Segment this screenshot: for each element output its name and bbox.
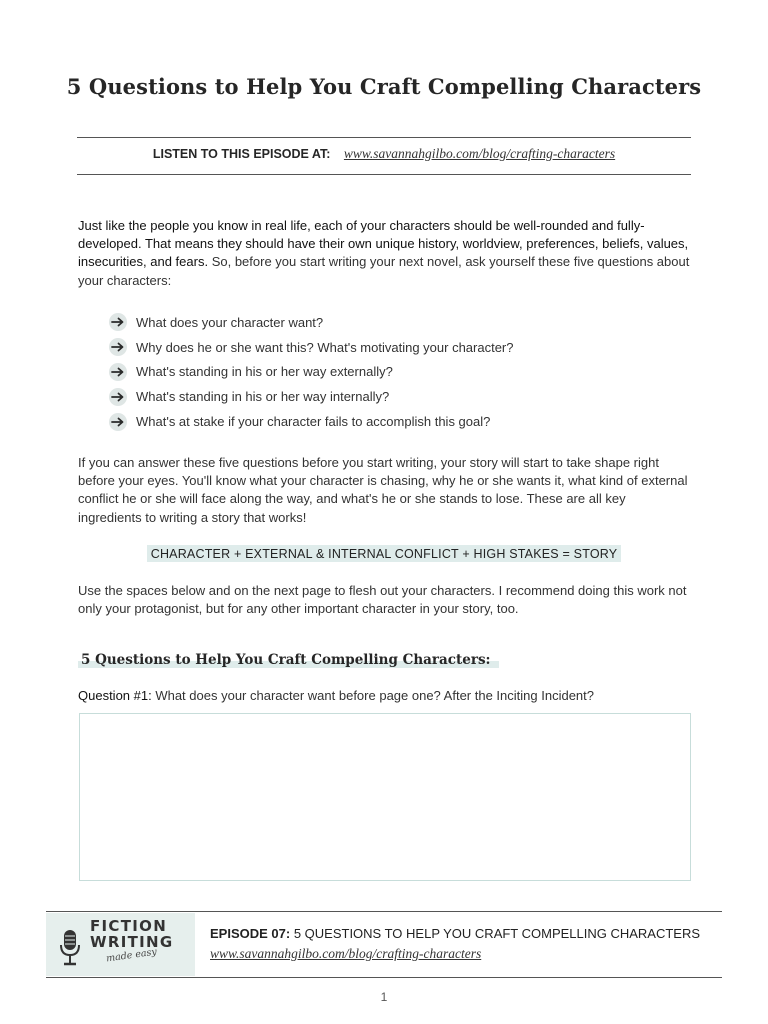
answer-box-question-1[interactable] bbox=[79, 713, 691, 881]
question-text: Why does he or she want this? What's motivating your character? bbox=[136, 339, 514, 355]
question-list bbox=[108, 310, 708, 434]
question-text: What's standing in his or her way internally? bbox=[136, 389, 390, 405]
episode-label: EPISODE 07: bbox=[210, 926, 291, 941]
listen-label: LISTEN TO THIS EPISODE AT: bbox=[152, 147, 331, 161]
arrow-right-circle-icon bbox=[108, 312, 128, 332]
logo-line-1: FICTION bbox=[90, 917, 168, 935]
question-text: What's standing in his or her way externally? bbox=[136, 364, 393, 380]
question-text: What's at stake if your character fails to accomplish this goal? bbox=[136, 414, 491, 430]
section-heading-text: 5 Questions to Help You Craft Compelling Characters: bbox=[78, 652, 499, 668]
list-item bbox=[108, 310, 708, 335]
formula-row bbox=[0, 545, 768, 563]
list-item bbox=[108, 335, 708, 360]
episode-link[interactable]: www.savannahgilbo.com/blog/crafting-characters bbox=[343, 146, 616, 161]
podcast-logo bbox=[46, 913, 195, 976]
intro-paragraph bbox=[78, 217, 690, 290]
question-1 bbox=[78, 688, 594, 703]
footer-bottom-divider bbox=[46, 977, 722, 978]
footer-top-divider bbox=[46, 911, 722, 912]
footer-episode-link[interactable]: www.savannahgilbo.com/blog/crafting-characters bbox=[210, 946, 482, 961]
header-bottom-divider bbox=[77, 174, 691, 175]
arrow-right-circle-icon bbox=[108, 412, 128, 432]
list-item bbox=[108, 360, 708, 385]
episode-title: 5 QUESTIONS TO HELP YOU CRAFT COMPELLING CHARACTERS bbox=[290, 926, 701, 941]
list-item bbox=[108, 384, 708, 409]
list-item bbox=[108, 409, 708, 434]
intro-rest: So, before you start writing your next novel, ask yourself these five questions about your characters: bbox=[78, 254, 690, 288]
listen-row bbox=[77, 146, 691, 162]
microphone-icon bbox=[60, 929, 80, 967]
page-title: 5 Questions to Help You Craft Compelling Characters bbox=[66, 74, 702, 99]
body-paragraph: If you can answer these five questions before you start writing, your story will start to take shape right before your eyes. You'll know what your character is chasing, why he or she wants it, what kind of external conflict he or she will face along the way, and what's he or she stands to lose. These are all key ingredients to writing a story that works! bbox=[78, 455, 688, 525]
story-formula: CHARACTER + EXTERNAL & INTERNAL CONFLICT + HIGH STAKES = STORY bbox=[147, 545, 622, 562]
footer-episode bbox=[210, 926, 700, 941]
logo-script: made easy bbox=[105, 946, 158, 965]
question-text: What does your character want? bbox=[136, 314, 324, 330]
header-top-divider bbox=[77, 137, 691, 138]
question-1-label: Question #1: bbox=[78, 688, 152, 703]
section-heading bbox=[78, 652, 499, 668]
footer-link-row bbox=[210, 945, 481, 963]
intro-emphasis: Just like the people you know in real life, each of your characters should be well-rounded and fully-developed. That means they should have their own unique history, worldview, preferences, beliefs, values, insecurities, and fears. bbox=[78, 218, 689, 270]
logo-line-2: WRITING bbox=[90, 933, 174, 951]
question-1-text: What does your character want before page one? After the Inciting Incident? bbox=[151, 688, 594, 703]
arrow-right-circle-icon bbox=[108, 387, 128, 407]
page-number: 1 bbox=[380, 990, 388, 1004]
arrow-right-circle-icon bbox=[108, 337, 128, 357]
arrow-right-circle-icon bbox=[108, 362, 128, 382]
instructions-paragraph: Use the spaces below and on the next page to flesh out your characters. I recommend doing this work not only your protagonist, but for any other important character in your story, too. bbox=[78, 583, 687, 617]
